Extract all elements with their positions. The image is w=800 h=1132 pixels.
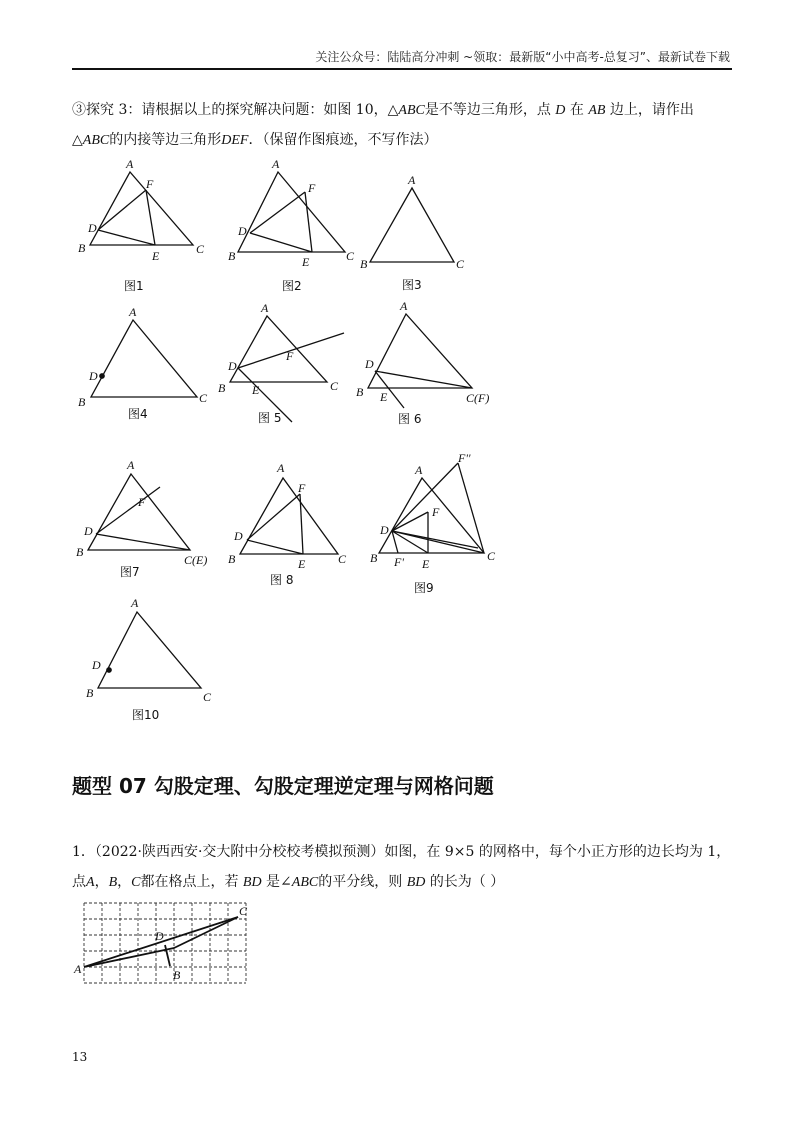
question-1-line1: 1．（2022·陕西西安·交大附中分校校考模拟预测）如图，在 9×5 的网格中，每个小正方形的边长均为 1， xyxy=(72,844,731,860)
svg-text:B: B xyxy=(356,385,364,399)
explore3-line1: ③探究 3：请根据以上的探究解决问题：如图 10，△ABC是不等边三角形，点 D 在 AB 边上，请作出 xyxy=(72,102,694,118)
svg-text:F: F xyxy=(432,505,440,519)
figure-1-caption: 图1 xyxy=(124,279,144,293)
svg-text:D: D xyxy=(89,369,98,383)
svg-text:A: A xyxy=(400,299,408,313)
svg-text:C: C xyxy=(239,904,248,918)
question-1-line2: 点A，B，C都在格点上，若 BD 是∠ABC的平分线，则 BD 的长为（ ） xyxy=(72,874,505,890)
svg-text:D: D xyxy=(234,529,243,543)
figure-1 xyxy=(78,157,205,293)
explore3-line2: △ABC的内接等边三角形DEF．（保留作图痕迹，不写作法） xyxy=(72,132,438,148)
svg-text:B: B xyxy=(218,381,226,395)
figure-3-caption: 图3 xyxy=(402,278,422,292)
svg-text:C(F): C(F) xyxy=(466,391,490,405)
figure-9-caption: 图9 xyxy=(414,581,434,595)
svg-text:C: C xyxy=(199,391,208,405)
figure-7 xyxy=(76,458,207,579)
page-number: 13 xyxy=(72,1050,88,1064)
svg-text:B: B xyxy=(370,551,378,565)
figure-3 xyxy=(360,173,465,292)
svg-text:F'': F'' xyxy=(458,451,471,465)
section-title: 题型 07 勾股定理、勾股定理逆定理与网格问题 xyxy=(72,774,494,798)
svg-text:C: C xyxy=(203,690,212,704)
svg-text:A: A xyxy=(408,173,416,187)
grid-figure xyxy=(73,903,248,983)
svg-text:A: A xyxy=(272,157,280,171)
svg-text:B: B xyxy=(228,249,236,263)
figure-6 xyxy=(356,299,489,426)
svg-text:E: E xyxy=(298,557,306,571)
figure-7-caption: 图7 xyxy=(120,565,140,579)
svg-text:A: A xyxy=(129,305,137,319)
svg-text:C: C xyxy=(346,249,355,263)
svg-text:F: F xyxy=(298,481,306,495)
svg-text:A: A xyxy=(127,458,135,472)
svg-text:B: B xyxy=(360,257,368,271)
svg-text:F: F xyxy=(146,177,154,191)
svg-text:B: B xyxy=(86,686,94,700)
svg-text:D: D xyxy=(92,658,101,672)
figure-4 xyxy=(78,305,208,421)
svg-text:E: E xyxy=(380,390,388,404)
figure-5 xyxy=(218,301,344,425)
svg-text:C(E): C(E) xyxy=(184,553,208,567)
svg-text:C: C xyxy=(487,549,496,563)
figure-8-caption: 图 8 xyxy=(270,573,294,587)
svg-text:C: C xyxy=(338,552,347,566)
svg-text:D: D xyxy=(228,359,237,373)
grid-lines xyxy=(84,903,246,983)
svg-text:A: A xyxy=(131,596,139,610)
figure-10 xyxy=(86,596,212,722)
figure-4-caption: 图4 xyxy=(128,407,148,421)
svg-text:D: D xyxy=(84,524,93,538)
figure-2-caption: 图2 xyxy=(282,279,302,293)
svg-text:F: F xyxy=(138,495,146,509)
svg-text:F: F xyxy=(308,181,316,195)
figure-5-caption: 图 5 xyxy=(258,411,282,425)
svg-text:A: A xyxy=(261,301,269,315)
figure-2 xyxy=(228,157,355,293)
svg-text:E: E xyxy=(302,255,310,269)
svg-text:B: B xyxy=(78,241,86,255)
svg-text:E: E xyxy=(422,557,430,571)
svg-text:E: E xyxy=(152,249,160,263)
svg-text:D: D xyxy=(88,221,97,235)
figure-10-caption: 图10 xyxy=(132,708,160,722)
svg-text:B: B xyxy=(228,552,236,566)
svg-text:D: D xyxy=(365,357,374,371)
svg-text:F: F xyxy=(286,349,294,363)
svg-text:A: A xyxy=(415,463,423,477)
svg-text:A: A xyxy=(277,461,285,475)
svg-text:F': F' xyxy=(394,555,404,569)
svg-text:B: B xyxy=(76,545,84,559)
svg-text:A: A xyxy=(126,157,134,171)
svg-text:B: B xyxy=(78,395,86,409)
svg-text:D: D xyxy=(238,224,247,238)
svg-text:C: C xyxy=(456,257,465,271)
svg-text:B: B xyxy=(173,968,181,982)
figure-8 xyxy=(228,461,347,587)
svg-text:A: A xyxy=(74,962,82,976)
figure-6-caption: 图 6 xyxy=(398,412,422,426)
svg-text:D: D xyxy=(155,929,164,943)
figure-9 xyxy=(370,451,496,595)
svg-text:C: C xyxy=(330,379,339,393)
svg-text:C: C xyxy=(196,242,205,256)
page-header: 关注公众号：陆陆高分冲刺 ~领取：最新版“小中高考-总复习”、最新试卷下载 xyxy=(315,50,730,64)
svg-text:E: E xyxy=(252,383,260,397)
svg-text:D: D xyxy=(380,523,389,537)
